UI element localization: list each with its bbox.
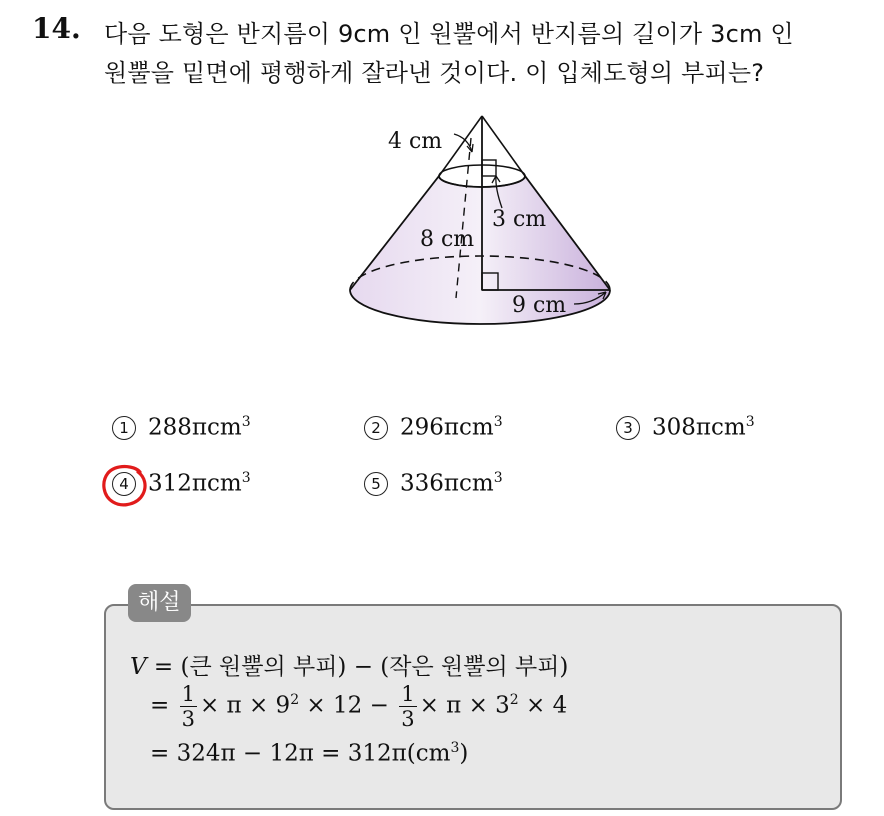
label-9cm: 9 cm bbox=[512, 293, 567, 318]
solution-tag: 해설 bbox=[128, 584, 191, 622]
fraction-one-third: $\frac{1}{3}$ bbox=[181, 682, 195, 731]
right-angle-mark-top bbox=[482, 160, 496, 176]
choice-4[interactable]: 4 312πcm$^3$ bbox=[112, 470, 251, 497]
choice-marker-3: 3 bbox=[616, 416, 640, 440]
choice-marker-2: 2 bbox=[364, 416, 388, 440]
solution-line-2: = $\frac{1}{3}$ × $\pi \times 9^2 \times 12$ − $\frac{1}{3}$ × $\pi \times 3^2 \times 4$ bbox=[150, 682, 568, 731]
fraction-one-third-2: $\frac{1}{3}$ bbox=[401, 682, 415, 731]
question-number: 14. bbox=[32, 12, 81, 45]
choice-marker-4: 4 bbox=[112, 472, 136, 496]
choice-3[interactable]: 3 308πcm$^3$ bbox=[616, 414, 755, 441]
choice-5[interactable]: 5 336πcm$^3$ bbox=[364, 470, 503, 497]
question-text-line1: 다음 도형은 반지름이 9cm 인 원뿔에서 반지름의 길이가 3cm 인 bbox=[104, 20, 794, 48]
choice-marker-5: 5 bbox=[364, 472, 388, 496]
choice-marker-1: 1 bbox=[112, 416, 136, 440]
choice-1[interactable]: 1 288πcm$^3$ bbox=[112, 414, 251, 441]
question-text-line2: 원뿔을 밑면에 평행하게 잘라낸 것이다. 이 입체도형의 부피는? bbox=[104, 59, 765, 87]
answer-circle-mark bbox=[100, 462, 148, 508]
choice-2[interactable]: 2 296πcm$^3$ bbox=[364, 414, 503, 441]
solution-line-3: = $324\pi - 12\pi = 312\pi(cm^3)$ bbox=[150, 740, 469, 767]
frustum-surface bbox=[350, 176, 610, 324]
label-4cm: 4 cm bbox=[388, 129, 443, 154]
solution-line-1: V = (큰 원뿔의 부피) − (작은 원뿔의 부피) bbox=[130, 654, 569, 680]
label-3cm: 3 cm bbox=[492, 207, 547, 232]
cone-figure bbox=[330, 108, 630, 338]
label-8cm: 8 cm bbox=[420, 227, 475, 252]
